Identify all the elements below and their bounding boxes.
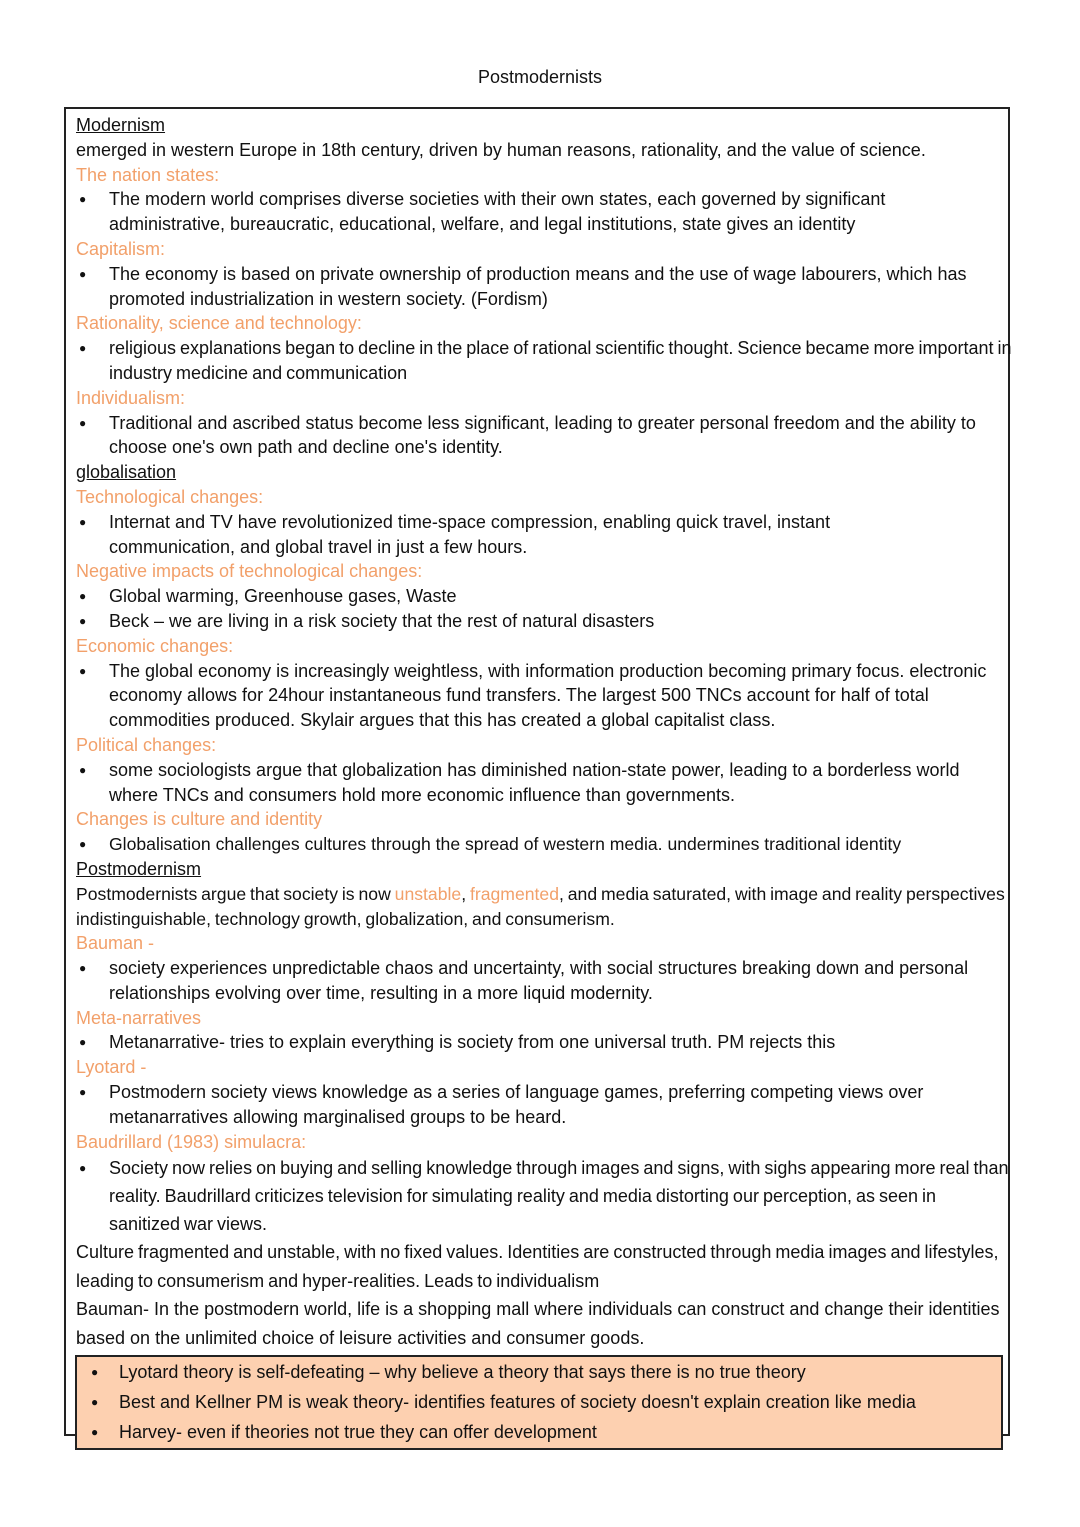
criticism-best-kellner: ● Best and Kellner PM is weak theory- identifies features of society doesn't explain creation like media [85, 1387, 1001, 1417]
bullet-negative-1: ● Global warming, Greenhouse gases, Waste [76, 584, 1008, 609]
label-economic-changes: Economic changes: [76, 635, 234, 656]
label-nation-states: The nation states: [76, 164, 220, 185]
bullet-culture: ● Globalisation challenges cultures through the spread of western media. undermines traditional identity [76, 832, 1008, 857]
label-baudrillard: Baudrillard (1983) simulacra: [76, 1131, 307, 1152]
intro-unstable: unstable [394, 883, 462, 904]
label-meta-narratives: Meta-narratives [76, 1007, 202, 1028]
paragraph-bauman-mall: Bauman- In the postmodern world, life is a shopping mall where individuals can construct and change their identities based on the unlimited choice of leisure activities and consumer goods. [76, 1299, 1000, 1348]
bullet-bauman: ● society experiences unpredictable chaos and uncertainty, with social structures breaking down and personal relationships evolving over time, resulting in a more liquid modernity. [76, 956, 989, 1006]
bullet-nation-states: ● The modern world comprises diverse societies with their own states, each governed by significant administrative, bureaucratic, educational, welfare, and legal institutions, state gives an identity [76, 187, 979, 237]
postmodernism-intro [76, 882, 1006, 932]
label-bauman: Bauman - [76, 933, 155, 954]
bullet-individualism: ● Traditional and ascribed status become less significant, leading to greater personal freedom and the ability to choose one's own path and decline one's identity. [76, 411, 989, 461]
label-lyotard: Lyotard - [76, 1057, 147, 1078]
criticism-harvey: ● Harvey- even if theories not true they can offer development [85, 1417, 1001, 1447]
label-political-changes: Political changes: [76, 734, 217, 755]
page-title: Postmodernists [477, 67, 603, 87]
intro-part-a: Postmodernists argue that society is now [76, 883, 395, 904]
bullet-baudrillard: ● Society now relies on buying and selling knowledge through images and signs, with sighs appearing more real than reality. Baudrillard criticizes television for simulating reality and media distorting our perception, as seen in sanitized war views. [76, 1154, 1009, 1238]
heading-postmodernism: Postmodernism [76, 858, 202, 879]
paragraph-culture: Culture fragmented and unstable, with no fixed values. Identities are constructed through media images and lifestyles, leading to consumerism and hyper-realities. Leads to individualism [76, 1242, 999, 1291]
label-individualism: Individualism: [76, 387, 186, 408]
intro-comma: , [461, 883, 470, 904]
bullet-lyotard: ● Postmodern society views knowledge as a series of language games, preferring competing views over metanarratives allowing marginalised groups to be heard. [76, 1080, 1004, 1130]
label-rationality: Rationality, science and technology: [76, 313, 362, 334]
intro-fragmented: fragmented [469, 883, 559, 904]
bullet-meta-narratives: ● Metanarrative- tries to explain everything is society from one universal truth. PM rejects this [76, 1030, 1008, 1055]
bullet-technological: ● Internat and TV have revolutionized time-space compression, enabling quick travel, instant communication, and global travel in just a few hours. [76, 510, 909, 560]
bullet-capitalism: ● The economy is based on private ownership of production means and the use of wage labourers, which has promoted industrialization in western society. (Fordism) [76, 262, 1009, 312]
bullet-political: ● some sociologists argue that globalization has diminished nation-state power, leading to a borderless world where TNCs and consumers hold more economic influence than governments. [76, 758, 1004, 808]
criticisms-box [75, 1355, 1003, 1450]
intro-part-b: , and media saturated, with image and reality perspectives indistinguishable, technology growth, globalization, and consumerism. [76, 883, 1005, 929]
heading-modernism: Modernism [76, 115, 166, 135]
bullet-negative-2: ● Beck – we are living in a risk society that the rest of natural disasters [76, 609, 1008, 634]
label-technological-changes: Technological changes: [76, 486, 264, 507]
modernism-intro: emerged in western Europe in 18th century, driven by human reasons, rationality, and the value of science. [76, 139, 926, 160]
notes-box [64, 107, 1012, 1443]
bullet-rationality: ● religious explanations began to decline in the place of rational scientific thought. Science became more important in industry medicine and communication [76, 336, 1019, 386]
label-capitalism: Capitalism: [76, 238, 166, 259]
bullet-economic: ● The global economy is increasingly weightless, with information production becoming primary focus. electronic economy allows for 24hour instantaneous fund transfers. The largest 500 TNCs account for half of total commodities produced. Skylair argues that this has created a global capitalist class. [76, 659, 1004, 733]
label-negative-impacts: Negative impacts of technological changes: [76, 561, 423, 582]
criticism-lyotard: ● Lyotard theory is self-defeating – why believe a theory that says there is no true theory [85, 1357, 1001, 1387]
label-culture-identity: Changes is culture and identity [76, 809, 323, 830]
heading-globalisation: globalisation [76, 462, 177, 483]
